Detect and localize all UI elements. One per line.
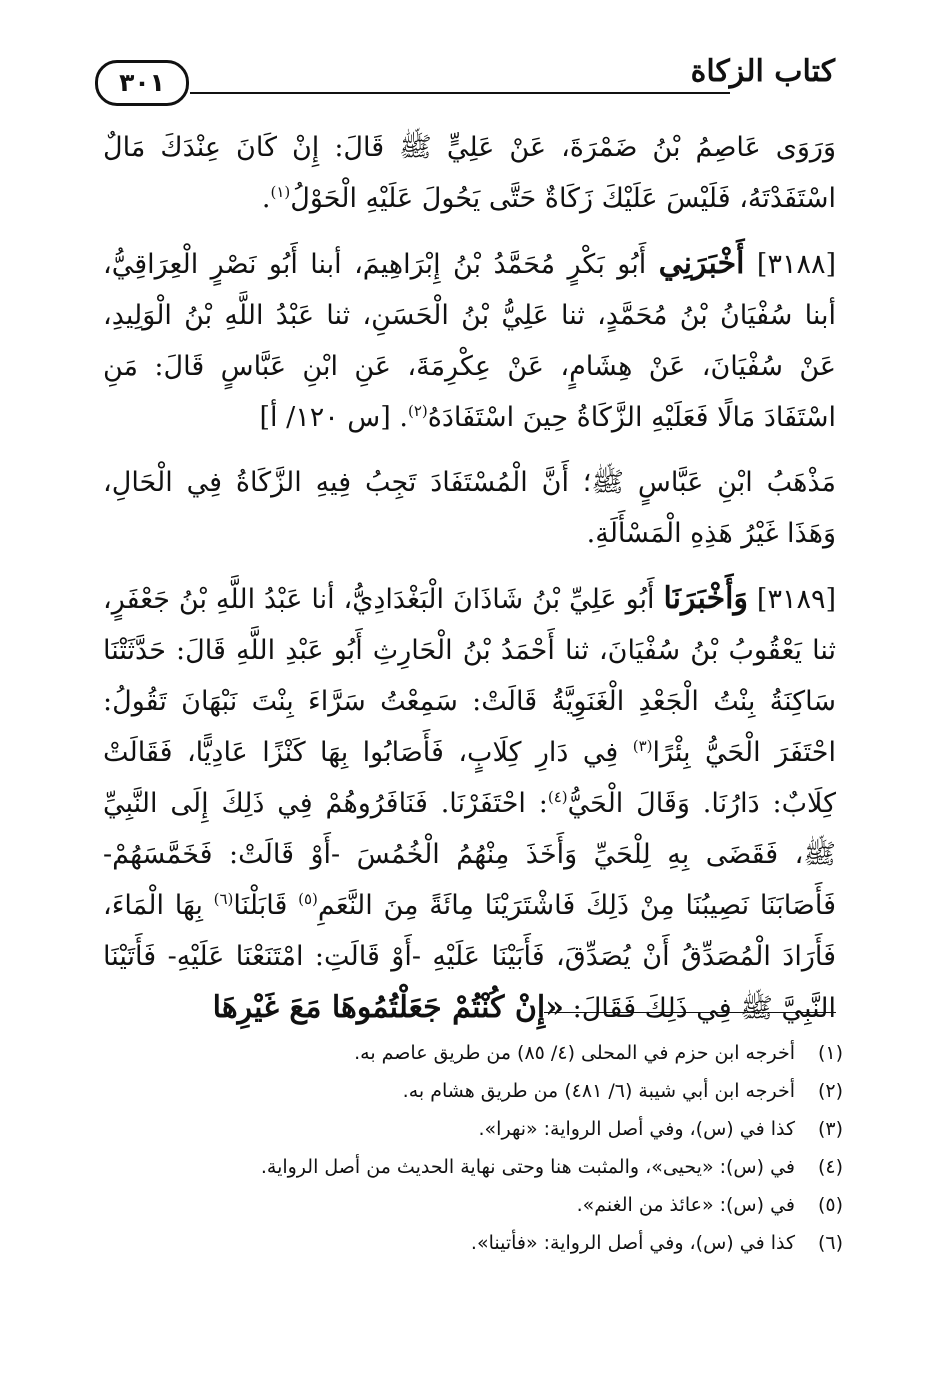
footnote-ref: (٥) [298,890,318,908]
lead-word: وَأَخْبَرَنَا [663,581,748,616]
footnote [103,1186,843,1224]
footnote-text: أخرجه ابن أبي شيبة (٦/ ٤٨١) من طريق هشام به. [402,1080,795,1102]
page-number: ٣٠١ [95,60,189,106]
footnote-number: (١) [817,1042,843,1064]
paragraph-text: فِي دَارِ كِلَابٍ، فَأَصَابُوا بِهَا كَنْزًا عَادِيًّا، فَقَالَتْ كِلَابٌ: دَارُنَا. وَقَالَ الْحَيُّ [103,737,836,819]
footnote-text: كذا في (س)، وفي أصل الرواية: «فأتينا». [470,1232,795,1254]
footnote-text: في (س): «عائذ من الغنم». [576,1194,795,1216]
footnote [103,1034,843,1072]
running-title: كتاب الزكاة [690,54,835,89]
footnote-number: (٣) [817,1118,843,1140]
footnote-number: (٥) [817,1194,843,1216]
paragraph [103,238,836,443]
paragraph-text: [٣١٨٩] [747,584,836,615]
paragraph-text: : احْتَفَرْنَا. فَنَافَرُوهُمْ فِي ذَلِكَ إِلَى النَّبِيِّ ﷺ، فَقَضَى بِهِ لِلْحَيِّ وَأَخَذَ مِنْهُمُ الْخُمُسَ -أَوْ قَالَتْ: فَخَمَّسَهُمْ- فَأَصَابَنَا نَصِيبُنَا مِنْ ذَلِكَ فَاشْتَرَيْنَا مِائَةً مِنَ النَّعَمِ [103,788,836,921]
footnote-text: كذا في (س)، وفي أصل الرواية: «نهرا». [478,1118,795,1140]
paragraph-text: مَذْهَبُ ابْنِ عَبَّاسٍ ﷺ؛ أَنَّ الْمُسْتَفَادَ تَجِبُ فِيهِ الزَّكَاةُ فِي الْحَالِ، وَهَذَا غَيْرُ هَذِهِ الْمَسْأَلَةِ. [103,467,836,549]
footnote [103,1224,843,1262]
paragraph-text: . [261,183,271,214]
page-header [95,52,835,102]
footnote-text: في (س): «يحيى»، والمثبت هنا وحتى نهاية الحديث من أصل الرواية. [260,1156,795,1178]
lead-word: «إِنْ كُنْتُمْ جَعَلْتُمُوهَا مَعَ غَيْرِهَا [212,990,565,1025]
paragraph-text: [٣١٨٨] [744,249,836,280]
footnote [103,1148,843,1186]
footnote-ref: (٣) [632,737,653,755]
footnote-text: أخرجه ابن حزم في المحلى (٤/ ٨٥) من طريق عاصم به. [354,1042,795,1064]
footnote-ref: (١) [270,183,291,201]
footnotes [103,1034,843,1262]
paragraph [103,457,836,559]
lead-word: أَخْبَرَنِي [658,246,745,281]
paragraph-text: أَبُو بَكْرٍ مُحَمَّدُ بْنُ إِبْرَاهِيمَ، أبنا أَبُو نَصْرٍ الْعِرَاقِيُّ، أبنا سُفْيَانُ بْنُ مُحَمَّدٍ، ثنا عَلِيُّ بْنُ الْحَسَنِ، ثنا عَبْدُ اللَّهِ بْنُ الْوَلِيدِ، عَنْ سُفْيَانَ، عَنْ هِشَامٍ، عَنْ عِكْرِمَةَ، عَنِ ابْنِ عَبَّاسٍ قَالَ: مَنِ اسْتَفَادَ مَالًا فَعَلَيْهِ الزَّكَاةُ حِينَ اسْتَفَادَهُ [103,249,836,433]
footnote-ref: (٤) [547,788,568,806]
footnote [103,1110,843,1148]
footnote-separator [544,1012,836,1013]
footnote-number: (٢) [817,1080,843,1102]
paragraph-text: وَرَوَى عَاصِمُ بْنُ ضَمْرَةَ، عَنْ عَلِيٍّ ﷺ قَالَ: إِنْ كَانَ عِنْدَكَ مَالٌ اسْتَفَدْتَهُ، فَلَيْسَ عَلَيْكَ زَكَاةٌ حَتَّى يَحُولَ عَلَيْهِ الْحَوْلُ [103,132,836,214]
footnote-number: (٤) [817,1156,843,1178]
footnote-ref: (٢) [407,402,428,420]
main-text [103,122,836,1034]
paragraph-text: قَابَلْنَا [233,890,299,921]
paragraph-text: أَبُو عَلِيِّ بْنُ شَاذَانَ الْبَغْدَادِيُّ، أنا عَبْدُ اللَّهِ بْنُ جَعْفَرٍ، ثنا يَعْقُوبُ بْنُ سُفْيَانَ، ثنا أَحْمَدُ بْنُ الْحَارِثِ أَبُو عَبْدِ اللَّهِ قَالَ: حَدَّثَتْنَا سَاكِنَةُ بِنْتُ الْجَعْدِ الْغَنَوِيَّةُ قَالَتْ: سَمِعْتُ سَرَّاءَ بِنْتَ نَبْهَانَ تَقُولُ: احْتَفَرَ الْحَيُّ بِئْرًا [103,584,836,768]
paragraph [103,573,836,1034]
header-rule [190,92,730,94]
paragraph [103,122,836,224]
paragraph-text: بِهَا الْمَاءَ، فَأَرَادَ الْمُصَدِّقُ أَنْ يُصَدِّقَ، فَأَبَيْنَا عَلَيْهِ -أَوْ قَالَتِ: امْتَنَعْنَا عَلَيْهِ- فَأَتَيْنَا النَّبِيَّ ﷺ فِي ذَلِكَ فَقَالَ: [103,890,836,1024]
paragraph-text: . [س ١٢٠/ أ] [259,402,408,433]
footnote-ref: (٦) [213,890,234,908]
footnote-number: (٦) [817,1232,843,1254]
footnote [103,1072,843,1110]
